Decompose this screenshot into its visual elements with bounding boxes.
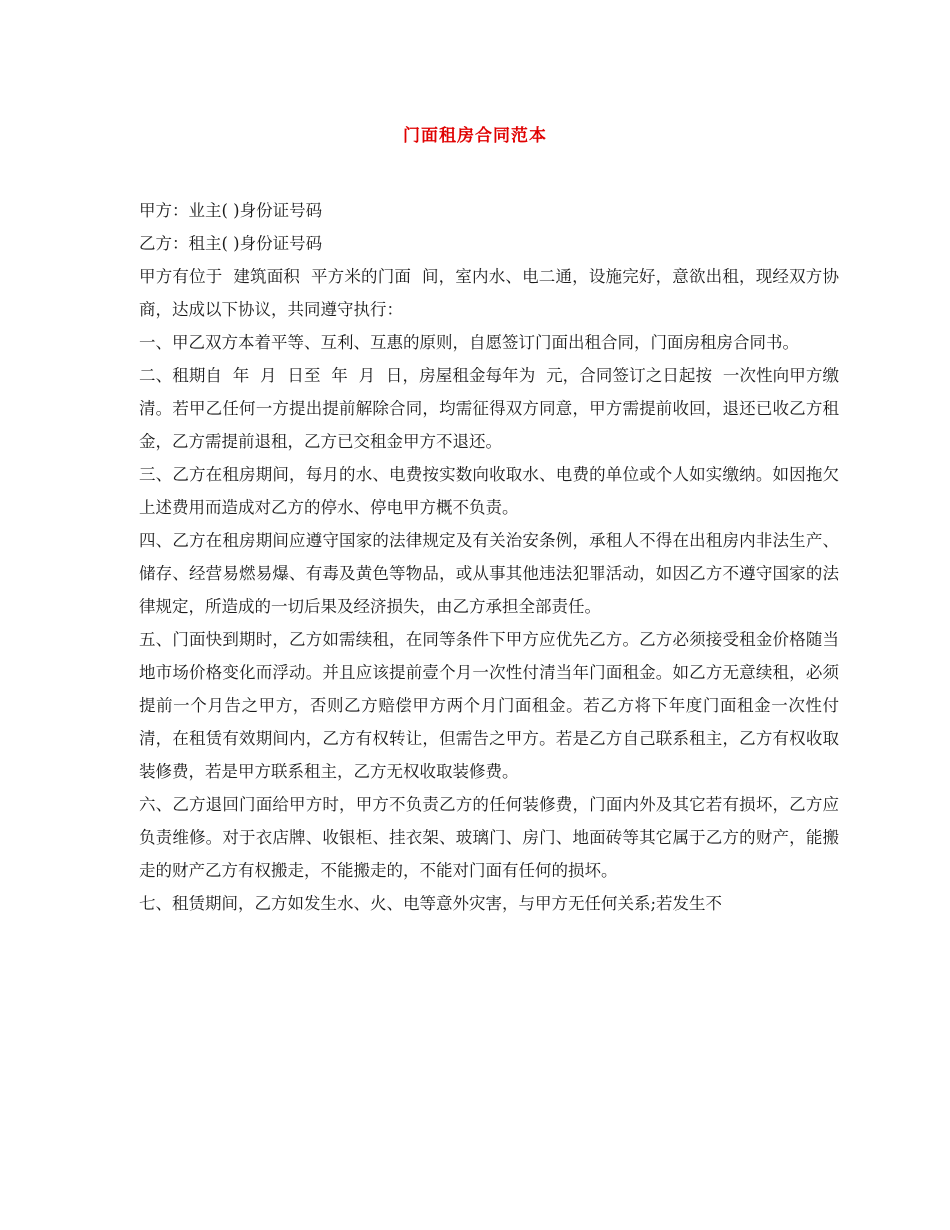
preamble-paragraph: 甲方有位于 建筑面积 平方米的门面 间，室内水、电二通，设施完好，意欲出租，现经双方协商，达成以下协议，共同遵守执行： bbox=[139, 267, 839, 319]
clause-7: 七、租赁期间，乙方如发生水、火、电等意外灾害，与甲方无任何关系;若发生不 bbox=[139, 894, 723, 913]
clause-5: 五、门面快到期时，乙方如需续租，在同等条件下甲方应优先乙方。乙方必须接受租金价格随当地市场价格变化而浮动。并且应该提前壹个月一次性付清当年门面租金。如乙方无意续租，必须提前一个月告之甲方，否则乙方赔偿甲方两个月门面租金。若乙方将下年度门面租金一次性付清，在租赁有效期间内，乙方有权转让，但需告之甲方。若是乙方自己联系租主，乙方有权收取装修费，若是甲方联系租主，乙方无权收取装修费。 bbox=[139, 630, 839, 781]
document-body bbox=[139, 194, 839, 920]
document-title: 门面租房合同范本 bbox=[403, 126, 547, 146]
party-a-line: 甲方：业主( )身份证号码 bbox=[139, 201, 323, 220]
clause-1: 一、甲乙双方本着平等、互利、互惠的原则，自愿签订门面出租合同，门面房租房合同书。 bbox=[139, 333, 799, 352]
clause-2: 二、租期自 年 月 日至 年 月 日，房屋租金每年为 元，合同签订之日起按 一次性向甲方缴清。若甲乙任何一方提出提前解除合同，均需征得双方同意，甲方需提前收回，退还已收乙方租金，乙方需提前退租，乙方已交租金甲方不退还。 bbox=[139, 366, 839, 451]
clause-6: 六、乙方退回门面给甲方时，甲方不负责乙方的任何装修费，门面内外及其它若有损坏，乙方应负责维修。对于衣店牌、收银柜、挂衣架、玻璃门、房门、地面砖等其它属于乙方的财产，能搬走的财产乙方有权搬走，不能搬走的，不能对门面有任何的损坏。 bbox=[139, 795, 839, 880]
party-b-line: 乙方：租主( )身份证号码 bbox=[139, 234, 323, 253]
clause-3: 三、乙方在租房期间，每月的水、电费按实数向收取水、电费的单位或个人如实缴纳。如因拖欠上述费用而造成对乙方的停水、停电甲方概不负责。 bbox=[139, 465, 839, 517]
clause-4: 四、乙方在租房期间应遵守国家的法律规定及有关治安条例，承租人不得在出租房内非法生产、储存、经营易燃易爆、有毒及黄色等物品，或从事其他违法犯罪活动，如因乙方不遵守国家的法律规定，所造成的一切后果及经济损失，由乙方承担全部责任。 bbox=[139, 531, 839, 616]
